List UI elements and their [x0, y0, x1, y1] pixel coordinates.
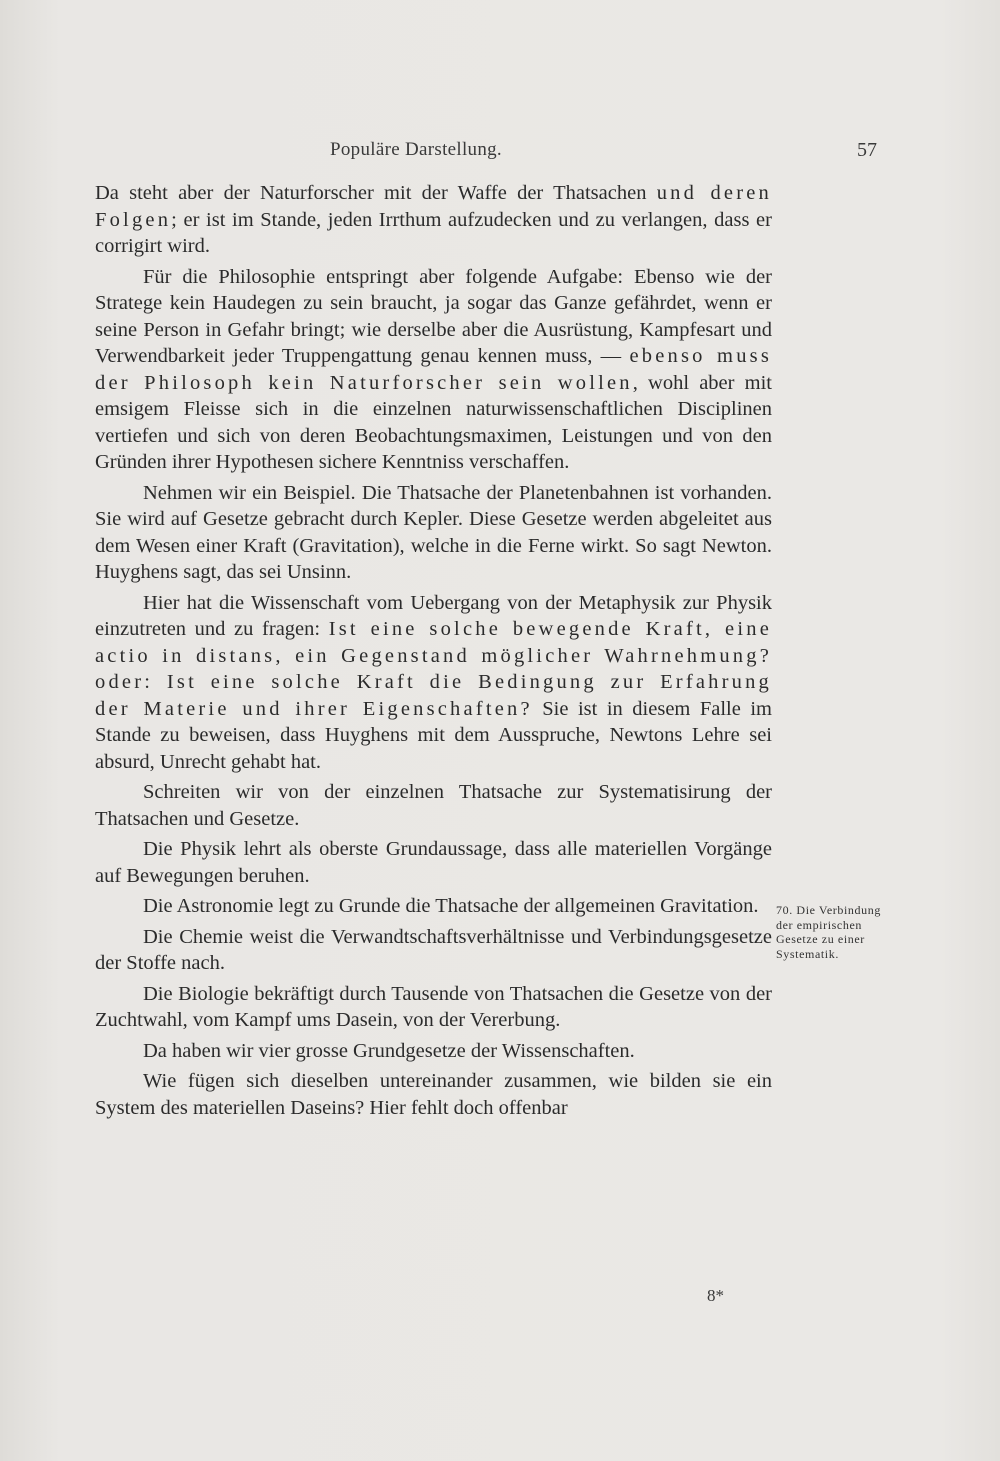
paragraph — [95, 480, 772, 586]
paragraph — [95, 1068, 772, 1121]
paragraph — [95, 1038, 772, 1065]
paragraph — [95, 981, 772, 1034]
spaced-emphasis: ebenso muss der Philosoph kein Naturforscher sein wollen — [95, 345, 773, 394]
text-run: , wohl aber mit emsigem Fleisse sich in die einzelnen naturwissenschaftlichen Disciplinen vertiefen und sich von deren Beobachtungsmaximen, Leistungen und von den Gründen ihrer Hypothesen sichere Kenntniss verschaffen. — [95, 371, 772, 473]
text-run: Für die Philosophie entspringt aber folgende Aufgabe: Ebenso wie der Stratege kein Haudegen zu sein braucht, ja sogar das Ganze gefährdet, wenn er seine Person in Gefahr bringt; wie derselbe aber die Ausrüstung, Kampfesart und Verwendbarkeit jeder Truppengattung genau kennen muss, — — [95, 265, 772, 367]
text-run: Nehmen wir ein Beispiel. Die Thatsache der Planetenbahnen ist vorhanden. Sie wird auf Gesetze gebracht durch Kepler. Diese Gesetze werden abgeleitet aus dem Wesen einer Kraft (Gravitation), welche in die Ferne wirkt. So sagt Newton. Huyghens sagt, das sei Unsinn. — [95, 481, 772, 583]
text-run: Die Chemie weist die Verwandtschaftsverhältnisse und Verbindungsgesetze der Stoffe nach. — [95, 925, 772, 974]
paragraph — [95, 893, 772, 920]
text-run: Schreiten wir von der einzelnen Thatsache zur Systematisirung der Thatsachen und Gesetze. — [95, 781, 772, 830]
text-run: Sie ist in diesem Falle im Stande zu beweisen, dass Huyghens mit dem Ausspruche, Newtons Lehre sei absurd, Unrecht gehabt hat. — [95, 697, 772, 773]
spaced-emphasis: Ist eine solche bewegende Kraft, eine actio in distans, ein Gegenstand möglicher Wahrnehmung? oder: Ist eine solche Kraft die Bedingung zur Erfahrung der Materie und ihrer Eigenschaften? — [95, 618, 772, 720]
text-run: Die Physik lehrt als oberste Grundaussage, dass alle materiellen Vorgänge auf Bewegungen beruhen. — [95, 838, 772, 887]
paragraph — [95, 180, 772, 260]
margin-note-text: Die Verbindung der empirischen Gesetze zu einer Systematik. — [776, 903, 881, 961]
paragraph — [95, 590, 772, 776]
paragraph — [95, 924, 772, 977]
paragraph — [95, 779, 772, 832]
paragraph — [95, 264, 772, 476]
signature-mark: 8* — [707, 1286, 724, 1305]
margin-note — [776, 903, 894, 961]
text-run: Die Astronomie legt zu Grunde die Thatsache der allgemeinen Gravitation. — [143, 895, 759, 917]
margin-note-number: 70. — [776, 903, 793, 917]
page-number: 57 — [857, 139, 877, 161]
text-run: Da steht aber der Naturforscher mit der Waffe der Thatsachen — [95, 182, 657, 204]
body-text — [95, 180, 772, 1125]
text-run: Wie fügen sich dieselben untereinander zusammen, wie bilden sie ein System des materiellen Daseins? Hier fehlt doch offenbar — [95, 1070, 772, 1119]
running-title: Populäre Darstellung. — [330, 139, 502, 160]
text-run: Die Biologie bekräftigt durch Tausende von Thatsachen die Gesetze von der Zuchtwahl, vom Kampf ums Dasein, von der Vererbung. — [95, 982, 772, 1031]
text-run: Hier hat die Wissenschaft vom Uebergang von der Metaphysik zur Physik einzutreten und zu fragen: — [95, 591, 772, 640]
paragraph — [95, 836, 772, 889]
spaced-emphasis: und deren Folgen — [95, 182, 772, 231]
text-run: Da haben wir vier grosse Grundgesetze der Wissenschaften. — [143, 1039, 635, 1062]
text-run: ; er ist im Stande, jeden Irrthum aufzudecken und zu verlangen, dass er corrigirt wird. — [95, 208, 772, 257]
